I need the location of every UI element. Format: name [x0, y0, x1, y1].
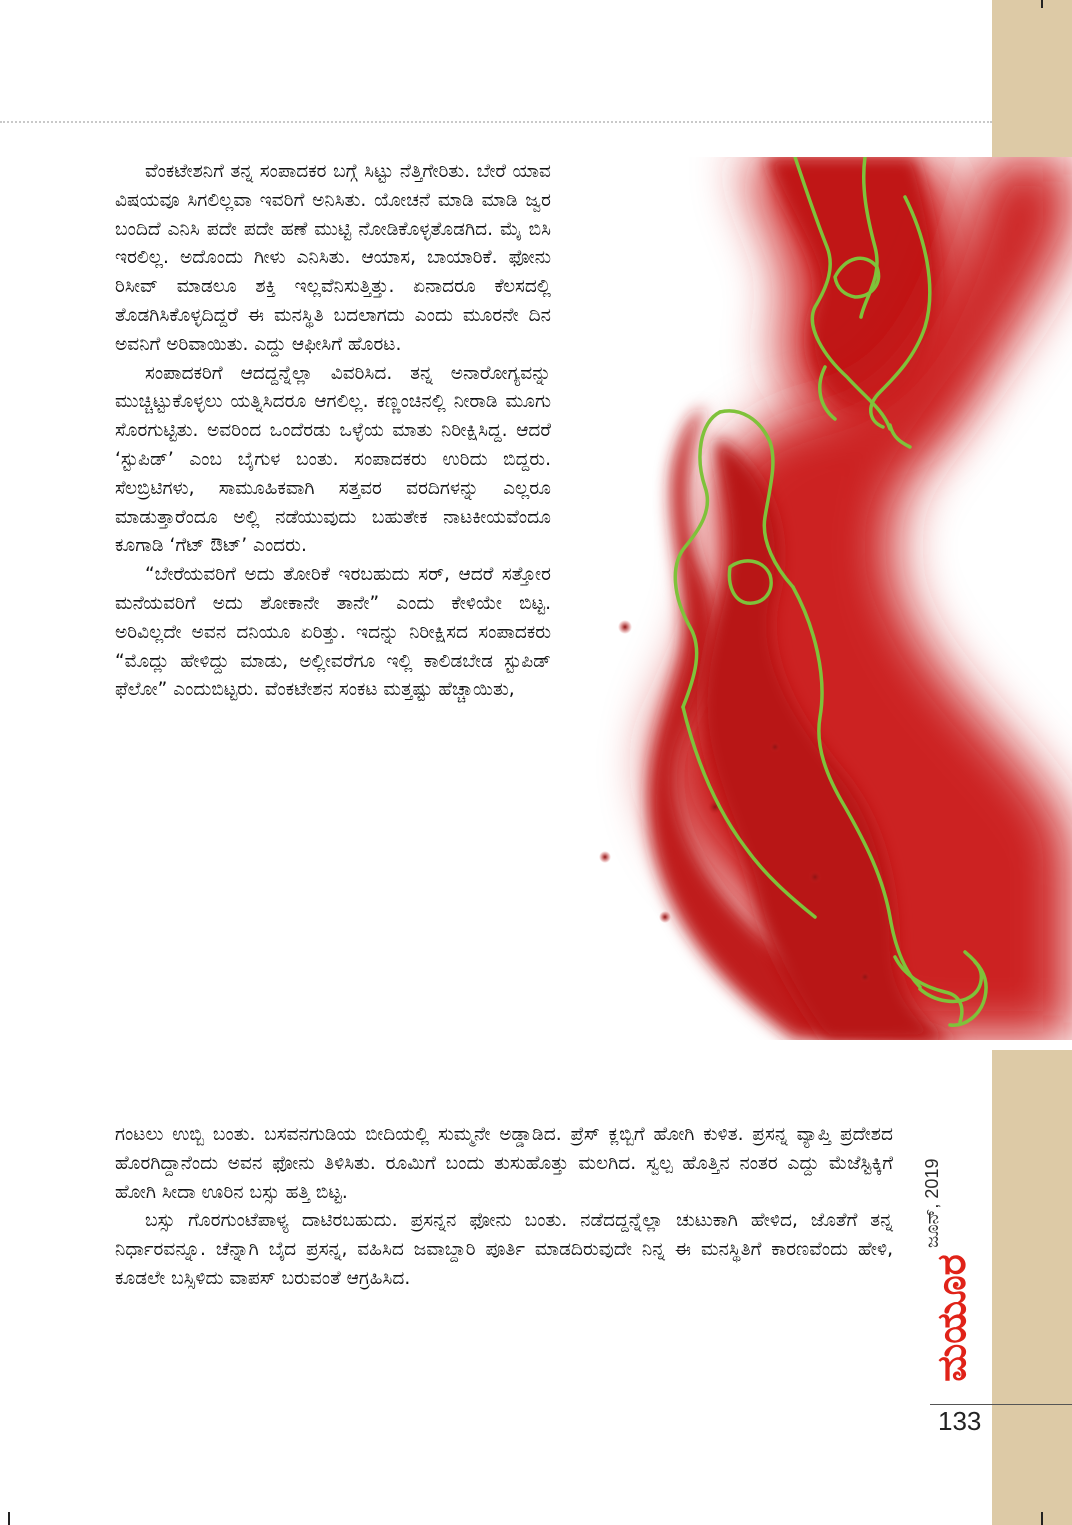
side-band-bottom: [992, 1050, 1072, 1525]
texture-dot: [618, 620, 632, 634]
illustration-svg: [565, 157, 1072, 1040]
header-dotted-rule: [0, 121, 992, 123]
abstract-figures-illustration: [565, 157, 1072, 1040]
texture-dot: [769, 741, 781, 753]
article-paragraph: ಸಂಪಾದಕರಿಗೆ ಆದದ್ದನ್ನೆಲ್ಲಾ ವಿವರಿಸಿದ. ತನ್ನ ಅನಾರೋಗ್ಯವನ್ನು ಮುಚ್ಚಿಟ್ಟುಕೊಳ್ಳಲು ಯತ್ನಿಸಿದರೂ ಆಗಲಿಲ್ಲ. ಕಣ್ಣಂಚಿನಲ್ಲಿ ನೀರಾಡಿ ಮೂಗು ಸೊರಗುಟ್ಟಿತು. ಅವರಿಂದ ಒಂದೆರಡು ಒಳ್ಳೆಯ ಮಾತು ನಿರೀಕ್ಷಿಸಿದ್ದ. ಆದರೆ ‘ಸ್ಟುಪಿಡ್’ ಎಂಬ ಬೈಗುಳ ಬಂತು. ಸಂಪಾದಕರು ಉರಿದು ಬಿದ್ದರು. ಸೆಲಬ್ರಿಟಿಗಳು, ಸಾಮೂಹಿಕವಾಗಿ ಸತ್ತವರ ವರದಿಗಳನ್ನು ಎಲ್ಲರೂ ಮಾಡುತ್ತಾರೆಂದೂ ಅಲ್ಲಿ ನಡೆಯುವುದು ಬಹುತೇಕ ನಾಟಕೀಯವೆಂದೂ ಕೂಗಾಡಿ ‘ಗೆಟ್ ಔಟ್’ ಎಂದರು.: [115, 362, 551, 557]
article-paragraph: ಗಂಟಲು ಉಬ್ಬಿ ಬಂತು. ಬಸವನಗುಡಿಯ ಬೀದಿಯಲ್ಲಿ ಸುಮ್ಮನೇ ಅಡ್ಡಾಡಿದ. ಪ್ರೆಸ್ ಕ್ಲಬ್ಬಿಗೆ ಹೋಗಿ ಕುಳಿತ. ಪ್ರಸನ್ನ ವ್ಯಾಪ್ತಿ ಪ್ರದೇಶದ ಹೊರಗಿದ್ದಾನೆಂದು ಅವನ ಫೋನು ತಿಳಿಸಿತು. ರೂಮಿಗೆ ಬಂದು ತುಸುಹೊತ್ತು ಮಲಗಿದ. ಸ್ವಲ್ಪ ಹೊತ್ತಿನ ನಂತರ ಎದ್ದು ಮೆಜೆಸ್ಟಿಕ್ಕಿಗೆ ಹೋಗಿ ಸೀದಾ ಊರಿನ ಬಸ್ಸು ಹತ್ತಿ ಬಿಟ್ಟ.: [115, 1124, 893, 1203]
magazine-masthead: ಮಯೂರ: [929, 1254, 975, 1382]
article-paragraph: “ಬೇರೆಯವರಿಗೆ ಅದು ತೋರಿಕೆ ಇರಬಹುದು ಸರ್, ಆದರೆ ಸತ್ತೋರ ಮನೆಯವರಿಗೆ ಅದು ಶೋಕಾನೇ ತಾನೇ” ಎಂದು ಕೇಳಿಯೇ ಬಿಟ್ಟ. ಅರಿವಿಲ್ಲದೇ ಅವನ ದನಿಯೂ ಏರಿತ್ತು. ಇದನ್ನು ನಿರೀಕ್ಷಿಸದ ಸಂಪಾದಕರು “ಮೊದ್ಲು ಹೇಳಿದ್ದು ಮಾಡು, ಅಲ್ಲೀವರೆಗೂ ಇಲ್ಲಿ ಕಾಲಿಡಬೇಡ ಸ್ಟುಪಿಡ್ ಫೆಲೋ” ಎಂದುಬಿಟ್ಟರು. ವೆಂಕಟೇಶನ ಸಂಕಟ ಮತ್ತಷ್ಟು ಹೆಚ್ಚಾಯಿತು,: [115, 564, 551, 701]
crop-mark-bottom: [1041, 1512, 1043, 1525]
article-paragraph: ಬಸ್ಸು ಗೊರಗುಂಟೆಪಾಳ್ಯ ದಾಟಿರಬಹುದು. ಪ್ರಸನ್ನನ ಫೋನು ಬಂತು. ನಡೆದದ್ದನ್ನೆಲ್ಲಾ ಚುಟುಕಾಗಿ ಹೇಳಿದ, ಜೊತೆಗೆ ತನ್ನ ನಿರ್ಧಾರವನ್ನೂ. ಚೆನ್ನಾಗಿ ಬೈದ ಪ್ರಸನ್ನ, ವಹಿಸಿದ ಜವಾಬ್ದಾರಿ ಪೂರ್ತಿ ಮಾಡದಿರುವುದೇ ನಿನ್ನ ಈ ಮನಸ್ಥಿತಿಗೆ ಕಾರಣವೆಂದು ಹೇಳಿ, ಕೂಡಲೇ ಬಸ್ಸಿಳಿದು ವಾಪಸ್ ಬರುವಂತೆ ಆಗ್ರಹಿಸಿದ.: [115, 1210, 893, 1289]
article-column-text: [115, 158, 551, 705]
texture-dot: [599, 851, 611, 863]
side-band-top: [992, 0, 1072, 157]
page-number: 133: [938, 1406, 982, 1436]
issue-date: ಜೂನ್, 2019: [922, 1158, 942, 1248]
crop-mark-top: [1041, 0, 1043, 8]
texture-dot: [859, 971, 871, 983]
texture-dot: [808, 870, 822, 884]
article-paragraph: ವೆಂಕಟೇಶನಿಗೆ ತನ್ನ ಸಂಪಾದಕರ ಬಗ್ಗೆ ಸಿಟ್ಟು ನೆತ್ತಿಗೇರಿತು. ಬೇರೆ ಯಾವ ವಿಷಯವೂ ಸಿಗಲಿಲ್ಲವಾ ಇವರಿಗೆ ಅನಿಸಿತು. ಯೋಚನೆ ಮಾಡಿ ಮಾಡಿ ಜ್ವರ ಬಂದಿದೆ ಎನಿಸಿ ಪದೇ ಪದೇ ಹಣೆ ಮುಟ್ಟಿ ನೋಡಿಕೊಳ್ಳತೊಡಗಿದ. ಮೈ ಬಿಸಿ ಇರಲಿಲ್ಲ. ಅದೊಂದು ಗೀಳು ಎನಿಸಿತು. ಆಯಾಸ, ಬಾಯಾರಿಕೆ. ಫೋನು ರಿಸೀವ್ ಮಾಡಲೂ ಶಕ್ತಿ ಇಲ್ಲವೆನಿಸುತ್ತಿತ್ತು. ಏನಾದರೂ ಕೆಲಸದಲ್ಲಿ ತೊಡಗಿಸಿಕೊಳ್ಳದಿದ್ದರೆ ಈ ಮನಸ್ಥಿತಿ ಬದಲಾಗದು ಎಂದು ಮೂರನೇ ದಿನ ಅವನಿಗೆ ಅರಿವಾಯಿತು. ಎದ್ದು ಆಫೀಸಿಗೆ ಹೊರಟ.: [115, 161, 551, 355]
crop-mark-left: [8, 1512, 10, 1525]
page-number-rule: [930, 1404, 1072, 1405]
article-wide-text: [115, 1121, 893, 1294]
texture-dot: [659, 911, 671, 923]
